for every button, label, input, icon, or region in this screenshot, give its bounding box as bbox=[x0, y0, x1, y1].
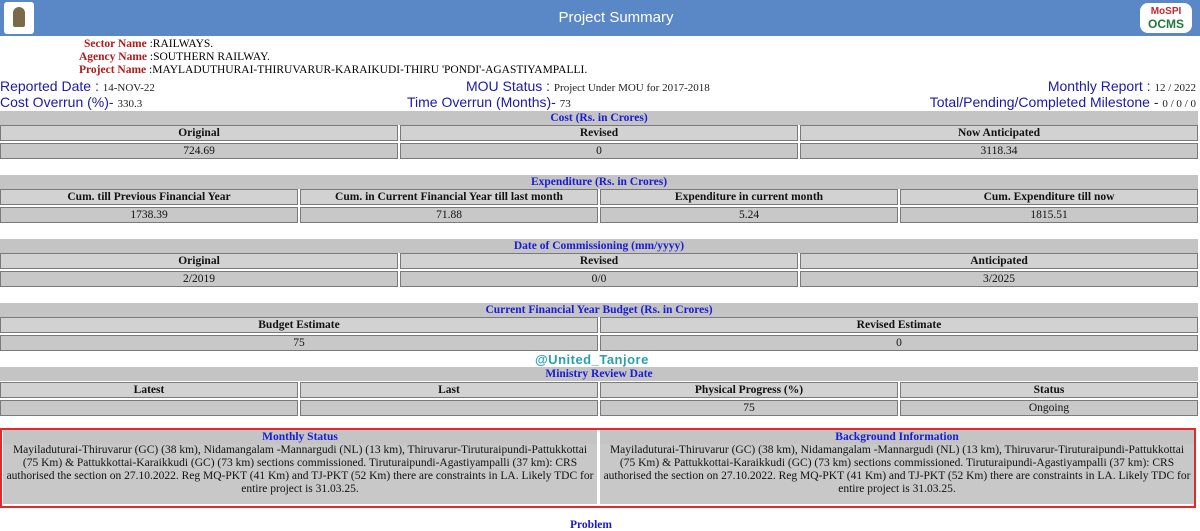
cost-value-revised: 0 bbox=[400, 143, 798, 159]
cost-value-original: 724.69 bbox=[0, 143, 398, 159]
expenditure-value-current-month: 5.24 bbox=[600, 207, 898, 223]
expenditure-header-row bbox=[0, 189, 1198, 205]
review-header-latest: Latest bbox=[0, 382, 298, 398]
commissioning-value-original: 2/2019 bbox=[0, 271, 398, 287]
budget-value-row bbox=[0, 335, 1198, 351]
time-overrun-value: 73 bbox=[559, 98, 571, 110]
budget-header-revised: Revised Estimate bbox=[600, 317, 1198, 333]
commissioning-header-original: Original bbox=[0, 253, 398, 269]
expenditure-header-current-month: Expenditure in current month bbox=[600, 189, 898, 205]
budget-value-estimate: 75 bbox=[0, 335, 598, 351]
sector-name-label: Sector Name bbox=[84, 38, 147, 50]
logo-text-ocms: OCMS bbox=[1148, 17, 1184, 31]
next-section-title: Problem bbox=[570, 519, 612, 531]
cost-overrun-value: 330.3 bbox=[117, 98, 143, 110]
monthly-status-title: Monthly Status bbox=[3, 430, 597, 444]
project-name-value: MAYLADUTHURAI-THIRUVARUR-KARAIKUDI-THIRU 'PONDI'-AGASTIYAMPALLI. bbox=[152, 64, 588, 76]
review-value-status: Ongoing bbox=[900, 400, 1198, 416]
review-value-latest bbox=[0, 400, 298, 416]
review-value-row bbox=[0, 400, 1198, 416]
logo-text-mospi: MoSPI bbox=[1150, 6, 1182, 17]
cost-overrun bbox=[0, 94, 142, 110]
project-name-row: Project Name :MAYLADUTHURAI-THIRUVARUR-KARAIKUDI-THIRU 'PONDI'-AGASTIYAMPALLI. bbox=[79, 64, 588, 76]
commissioning-value-anticipated: 3/2025 bbox=[800, 271, 1198, 287]
mou-status-value: Project Under MOU for 2017-2018 bbox=[553, 82, 710, 94]
project-name-label: Project Name bbox=[79, 64, 147, 76]
reported-date-label: Reported Date : bbox=[0, 78, 99, 94]
cost-overrun-label: Cost Overrun (%)- bbox=[0, 94, 114, 110]
milestone-summary bbox=[930, 94, 1196, 110]
expenditure-value-prev-fy: 1738.39 bbox=[0, 207, 298, 223]
cost-header-anticipated: Now Anticipated bbox=[800, 125, 1198, 141]
page-title: Project Summary bbox=[558, 9, 674, 26]
commissioning-value-revised: 0/0 bbox=[400, 271, 798, 287]
agency-name-value: SOUTHERN RAILWAY. bbox=[153, 51, 270, 63]
monthly-status-panel bbox=[3, 430, 597, 506]
header-bar bbox=[0, 0, 1200, 36]
reported-date bbox=[0, 78, 155, 94]
mospi-ocms-logo[interactable] bbox=[1140, 3, 1192, 33]
monthly-report-value: 12 / 2022 bbox=[1154, 82, 1196, 94]
commissioning-value-row bbox=[0, 271, 1198, 287]
budget-section-title: Current Financial Year Budget (Rs. in Crores) bbox=[0, 303, 1198, 317]
monthly-report bbox=[1048, 78, 1196, 94]
sector-name-value: RAILWAYS. bbox=[152, 38, 214, 50]
expenditure-value-current-fy: 71.88 bbox=[300, 207, 598, 223]
sector-name-row: Sector Name :RAILWAYS. bbox=[84, 38, 214, 50]
background-info-title: Background Information bbox=[600, 430, 1194, 444]
review-value-progress: 75 bbox=[600, 400, 898, 416]
cost-value-row bbox=[0, 143, 1198, 159]
review-value-last bbox=[300, 400, 598, 416]
expenditure-value-row bbox=[0, 207, 1198, 223]
review-header-status: Status bbox=[900, 382, 1198, 398]
watermark-text: @United_Tanjore bbox=[535, 352, 649, 367]
mou-status bbox=[466, 78, 710, 94]
expenditure-header-prev-fy: Cum. till Previous Financial Year bbox=[0, 189, 298, 205]
milestone-label: Total/Pending/Completed Milestone - bbox=[929, 94, 1159, 110]
background-info-text: Mayiladuturai-Thiruvarur (GC) (38 km), Nidamangalam -Mannargudi (NL) (13 km), Thiruvarur-Tiruturaipundi-Pattukkottai (75 Km) & Pattukkottai-Karaikkudi (GC) (73 km) sections commissioned. Tiruturaipundi-Agastiyampalli (37 km): CRS authorised the section on 27.10.2022. Reg MQ-PKT (41 Km) and TJ-PKT (52 Km) there are constraints in LA. Likely TDC for entire project is 31.03.25. bbox=[600, 444, 1194, 504]
commissioning-header-revised: Revised bbox=[400, 253, 798, 269]
commissioning-header-row bbox=[0, 253, 1198, 269]
review-header-progress: Physical Progress (%) bbox=[600, 382, 898, 398]
background-info-panel bbox=[600, 430, 1194, 506]
budget-header-estimate: Budget Estimate bbox=[0, 317, 598, 333]
cost-header-revised: Revised bbox=[400, 125, 798, 141]
monthly-report-label: Monthly Report : bbox=[1047, 78, 1151, 94]
time-overrun bbox=[407, 94, 571, 110]
agency-name-row: Agency Name :SOUTHERN RAILWAY. bbox=[79, 51, 270, 63]
commissioning-section-title: Date of Commissioning (mm/yyyy) bbox=[0, 239, 1198, 253]
expenditure-header-cumulative: Cum. Expenditure till now bbox=[900, 189, 1198, 205]
review-header-last: Last bbox=[300, 382, 598, 398]
review-section-title: Ministry Review Date bbox=[0, 367, 1198, 381]
commissioning-header-anticipated: Anticipated bbox=[800, 253, 1198, 269]
expenditure-value-cumulative: 1815.51 bbox=[900, 207, 1198, 223]
agency-name-label: Agency Name bbox=[79, 51, 148, 63]
cost-value-anticipated: 3118.34 bbox=[800, 143, 1198, 159]
milestone-value: 0 / 0 / 0 bbox=[1162, 98, 1196, 110]
mou-status-label: MOU Status : bbox=[466, 78, 551, 94]
review-header-row bbox=[0, 382, 1198, 398]
cost-header-original: Original bbox=[0, 125, 398, 141]
budget-value-revised: 0 bbox=[600, 335, 1198, 351]
time-overrun-label: Time Overrun (Months)- bbox=[407, 94, 556, 110]
expenditure-header-current-fy: Cum. in Current Financial Year till last month bbox=[300, 189, 598, 205]
expenditure-section-title: Expenditure (Rs. in Crores) bbox=[0, 175, 1198, 189]
cost-section-title: Cost (Rs. in Crores) bbox=[0, 111, 1198, 125]
cost-header-row bbox=[0, 125, 1198, 141]
reported-date-value: 14-NOV-22 bbox=[102, 82, 155, 94]
monthly-status-text: Mayiladuturai-Thiruvarur (GC) (38 km), Nidamangalam -Mannargudi (NL) (13 km), Thiruvarur-Tiruturaipundi-Pattukkottai (75 Km) & Pattukkottai-Karaikkudi (GC) (73 km) sections commissioned. Tiruturaipundi-Agastiyampalli (37 km): CRS authorised the section on 27.10.2022. Reg MQ-PKT (41 Km) and TJ-PKT (52 Km) there are constraints in LA. Likely TDC for entire project is 31.03.25. bbox=[3, 444, 597, 504]
budget-header-row bbox=[0, 317, 1198, 333]
